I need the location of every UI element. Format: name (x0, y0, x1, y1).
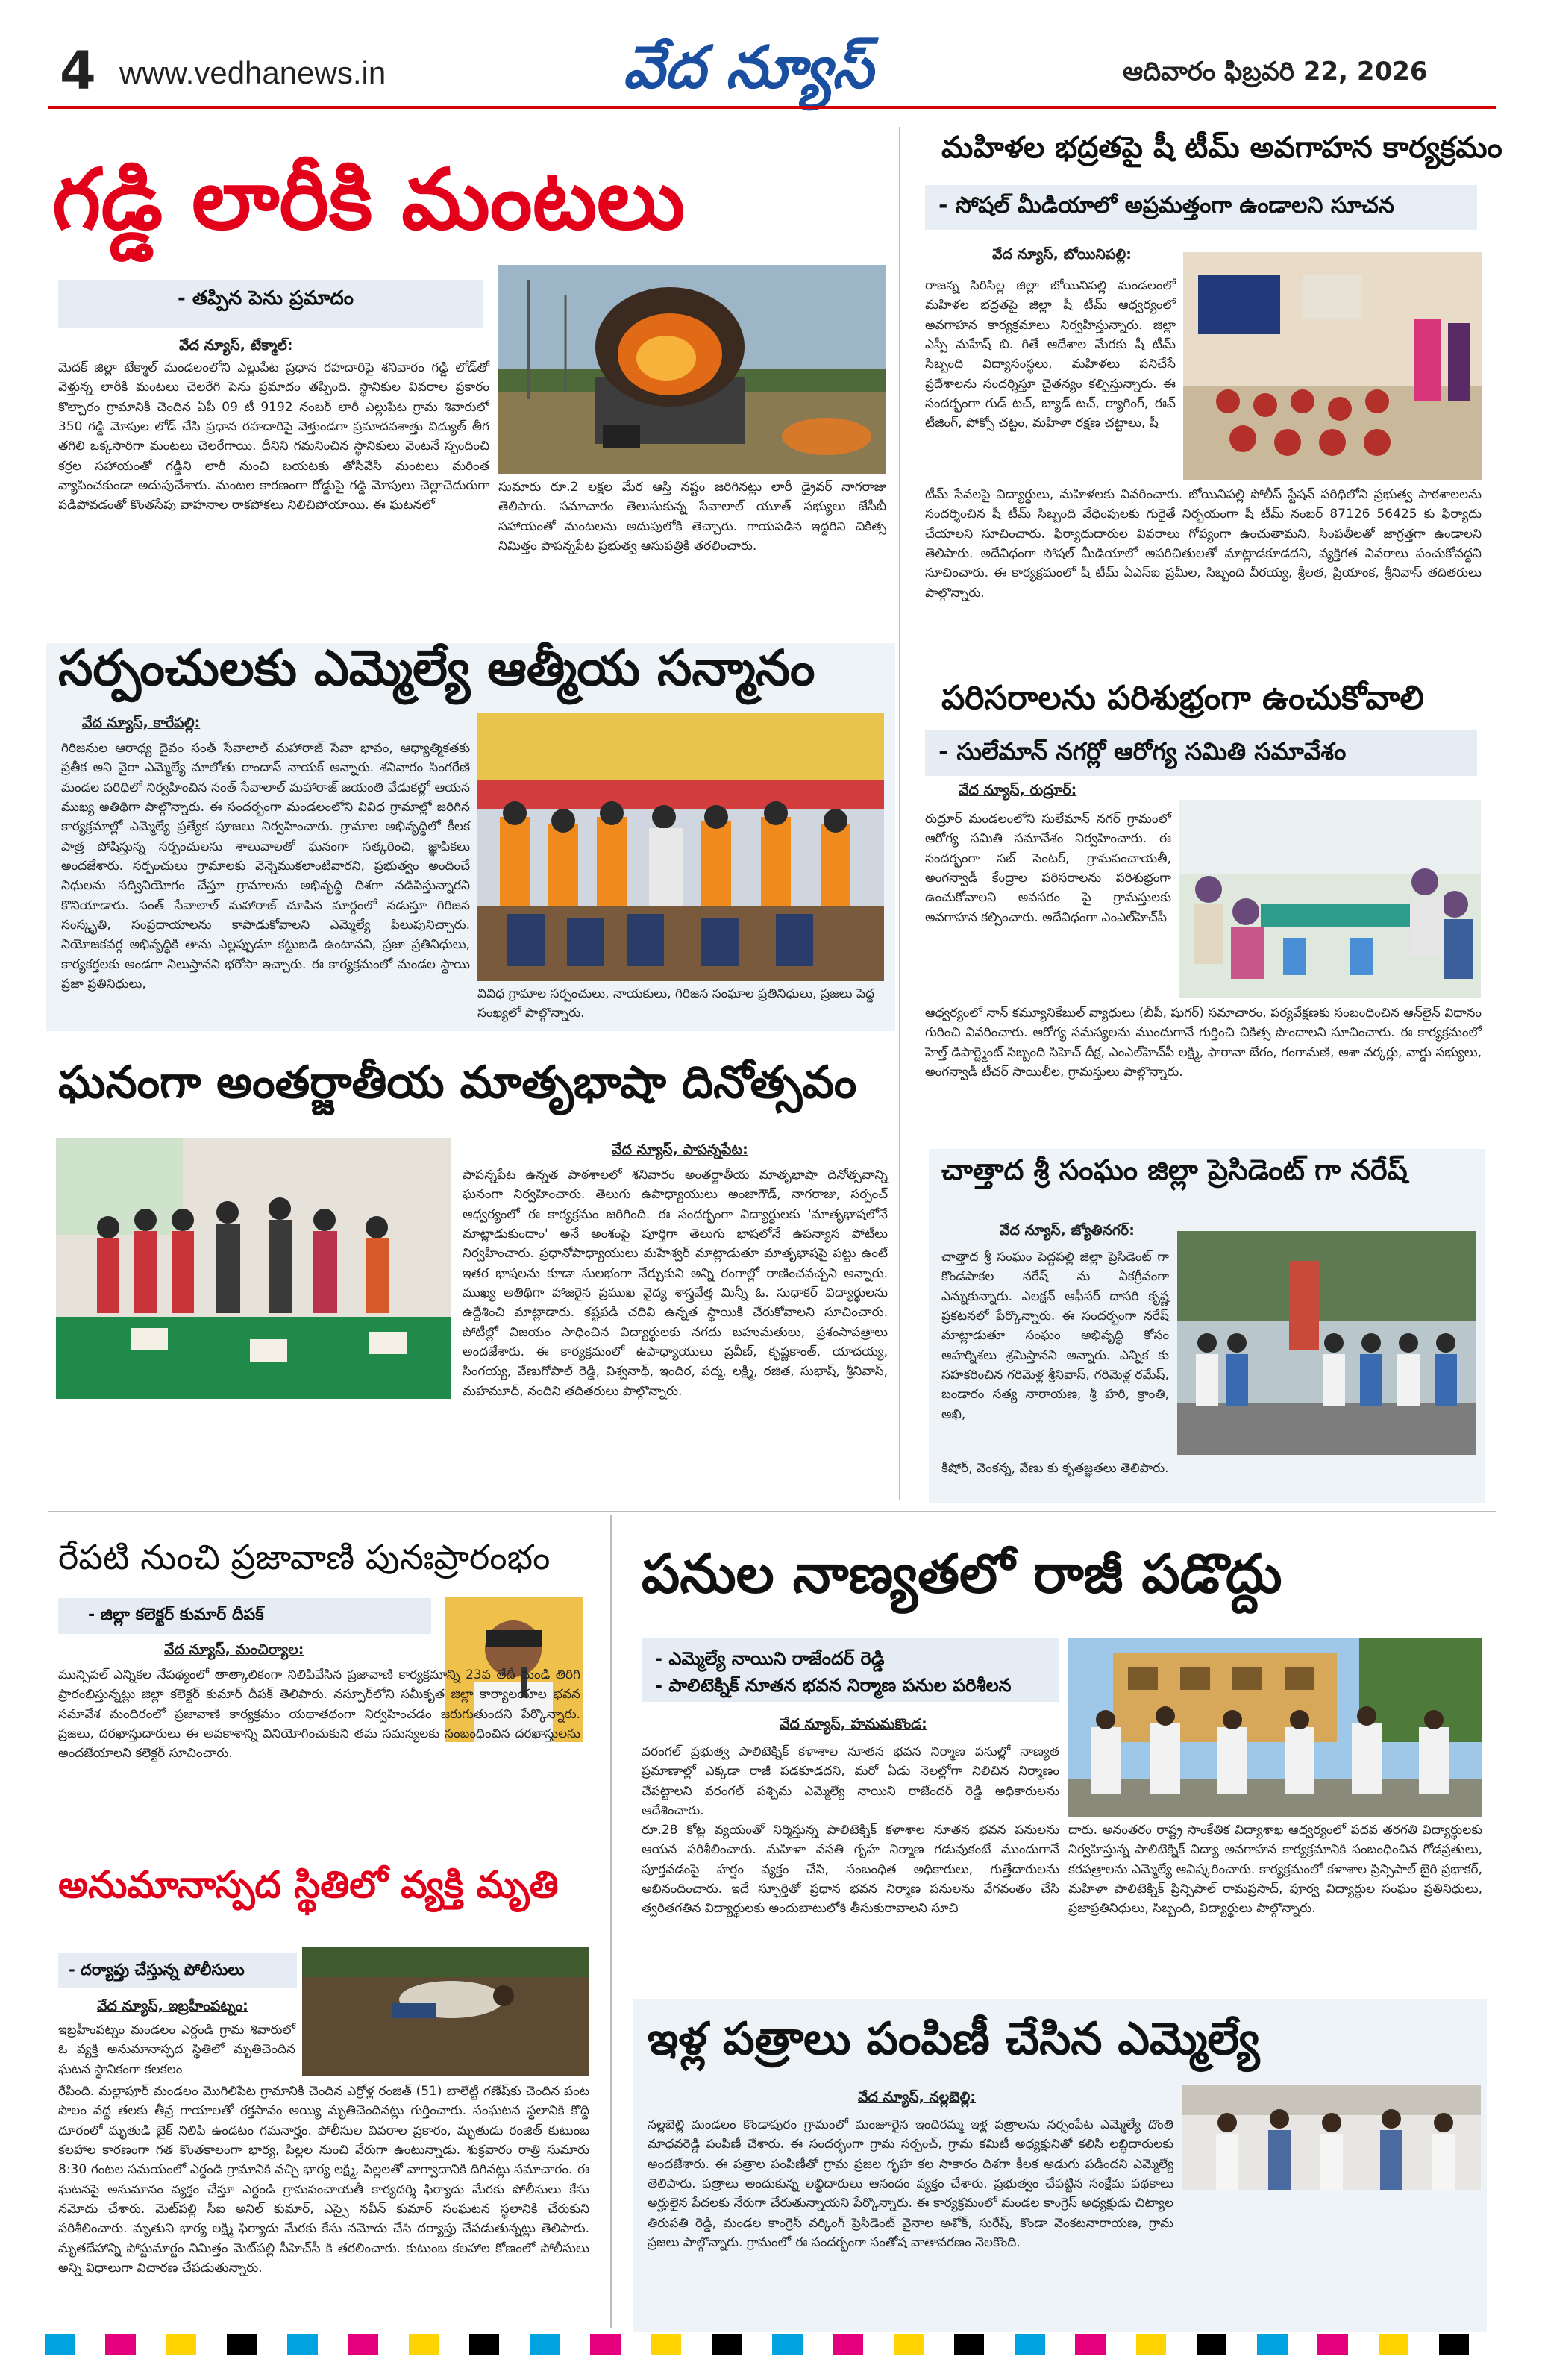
house-pattas-photo (1182, 2085, 1481, 2190)
lorry-dateline: వేద న్యూస్, టేక్మాల్: (179, 337, 293, 354)
house-pattas-dateline: వేద న్యూస్, నల్లబెల్లి: (858, 2089, 977, 2105)
sarpanch-caption: వివిధ గ్రామాల సర్పంచులు, నాయకులు, గిరిజన సంఘాల ప్రతినిధులు, ప్రజలు పెద్ద సంఖ్యలో పాల్గొన్నారు. (477, 986, 875, 1021)
lorry-subhead: - తప్పిన పెను ప్రమాదం (58, 280, 483, 328)
suspicious-death-body: ఇబ్రహీంపట్నం మండలం ఎర్దండి గ్రామ శివారులో ఓ వ్యక్తి అనుమానాస్పద స్థితిలో మృతిచెందిన ఘటన స్థానికంగా కలకలం (58, 2023, 295, 2077)
house-pattas-headline: ఇళ్ల పత్రాలు పంపిణీ చేసిన ఎమ్మెల్యే (648, 2013, 1260, 2065)
sanitation-body-continued: ఆధ్వర్యంలో నాన్ కమ్యూనికేబుల్ వ్యాధులు (బీపీ, షుగర్) సమాచారం, పర్యవేక్షణకు సంబంధించిన ఆన్‌లైన్ విధానం గురించి వివరించారు. ఆరోగ్య సమస్యలను ముందుగానే గుర్తించి చికిత్స పొందాలని సూచించారు. ఈ కార్యక్రమంలో హెల్త్ డిపార్ట్మెంట్ సిబ్బంది సిహెచ్ దీక్ష, ఎంఎల్‌హెచ్‌పీ లక్ష్మి, ఫారానా బేగం, గంగామణి, ఆశా వర్కర్లు, వార్డు సభ్యులు, అంగన్వాడీ టీచర్ సాయిలీల, గ్రామస్తులు పాల్గొన్నారు. (925, 1006, 1482, 1080)
work-quality-subhead-2: - పాలిటెక్నిక్ నూతన భవన నిర్మాణ పనుల పరిశీలన (655, 1675, 1012, 1696)
mother-tongue-photo (56, 1138, 451, 1399)
suspicious-death-dateline: వేద న్యూస్, ఇబ్రహీంపట్నం: (97, 1998, 248, 2014)
she-team-photo (1183, 252, 1482, 480)
suspicious-death-subhead: - దర్యాప్తు చేస్తున్న పోలీసులు (58, 1953, 297, 1988)
she-team-body-continued: టీమ్ సేవలపై విద్యార్థులు, మహిళలకు వివరించారు. బోయినిపల్లి పోలీస్ స్టేషన్ పరిధిలోని ప్రభుత్వ పాఠశాలలను సందర్శించిన షీ టీమ్ సిబ్బంది వేధింపులకు గురైతే నిర్భయంగా షీ టీమ్ నంబర్ 87126 56425 కు ఫిర్యాదు చేయాలని సూచించారు. ఫిర్యాదుదారుల వివరాలు గోప్యంగా ఉంచుతామని, సింపతీలతో జాగ్రత్తగా ఉండాలని తెలిపారు. అదేవిధంగా సోషల్ మీడియాలో అపరిచితులతో మాట్లాడకూడదని, వ్యక్తిగత వివరాలు పంచుకోవద్దని సూచించారు. ఈ కార్యక్రమంలో షీ టీమ్ ఏఎస్ఐ ప్రమీల, సిబ్బంది వీరయ్య, శ్రీలత, ప్రియాంక, శ్రీనివాస్ తదితరులు పాల్గొన్నారు. (925, 487, 1482, 601)
column-divider (899, 127, 900, 1500)
she-team-body: రాజన్న సిరిసిల్ల జిల్లా బోయినిపల్లి మండలంలో మహిళల భద్రతపై జిల్లా షీ టీమ్ ఆధ్వర్యంలో అవగాహన కార్యక్రమాలు నిర్వహిస్తున్నారు. జిల్లా ఎస్పీ మహేష్ బి. గితే ఆదేశాల మేరకు షీ టీమ్ సిబ్బంది విద్యాసంస్థలు, మహిళలు పనిచేసే ప్రదేశాలను సందర్శిస్తూ చైతన్యం కల్పిస్తున్నారు. ఈ సందర్భంగా గుడ్ టచ్, బ్యాడ్ టచ్, ర్యాగింగ్, ఈవ్ టీజింగ్, పోక్సో చట్టం, మహిళా రక్షణ చట్టాలు, షీ (925, 278, 1176, 431)
work-quality-body-continued: రూ.28 కోట్ల వ్యయంతో నిర్మిస్తున్న పాలిటెక్నిక్ కళాశాల నూతన భవన పనులను ఆయన పరిశీలించారు. మహిళా వసతి గృహ నిర్మాణ గడువుకంటే ముందుగానే పూర్తవడంపై హర్షం వ్యక్తం చేసి, సంబంధిత అధికారులు, గుత్తేదారులను అభినందించారు. ఇదే స్ఫూర్తితో ప్రధాన భవన నిర్మాణ పనులను వేగవంతం చేసి త్వరితగతిన విద్యార్థులకు అందుబాటులోకి తీసుకురావాలని సూచి (642, 1823, 1059, 1917)
lorry-fire-photo (498, 265, 886, 474)
lorry-body-continued: సుమారు రూ.2 లక్షల మేర ఆస్తి నష్టం జరిగినట్లు లారీ డ్రైవర్ నాగరాజు తెలిపారు. సమాచారం తెలుసుకున్న సేవాలాల్ యూత్ సభ్యులు జేసీబీ సహాయంతో మంటలను అదుపులోకి తెచ్చారు. గాయపడిన ఇద్దరిని చికిత్స నిమిత్తం పాపన్నపేట ప్రభుత్వ ఆసుపత్రికి తరలించారు. (498, 480, 886, 554)
work-quality-headline: పనుల నాణ్యతలో రాజీ పడొద్దు (642, 1542, 1282, 1605)
chattada-body-continued: కిషోర్, వెంకన్న, వేణు కు కృతజ్ఞతలు తెలిపారు. (941, 1461, 1169, 1476)
sarpanch-headline: సర్పంచులకు ఎమ్మెల్యే ఆత్మీయ సన్మానం (58, 639, 815, 697)
lorry-headline: గడ్డి లారీకి మంటలు (52, 151, 686, 248)
polytechnic-site-photo (1068, 1638, 1482, 1817)
sarpanch-body: గిరిజనుల ఆరాధ్య దైవం సంత్ సేవాలాల్ మహారాజ్ సేవా భావం, ఆధ్యాత్మికతకు ప్రతీక అని వైరా ఎమ్మెల్యే మాలోతు రాందాస్ నాయక్ అన్నారు. శనివారం సింగరేణి మండల పరిధిలో నిర్వహించిన సంత్ సేవాలాల్ మహారాజ్ జయంతి వేడుకల్లో ఆయన ముఖ్య అతిథిగా పాల్గొన్నారు. ఈ సందర్భంగా మండలంలోని వివిధ గ్రామాల్లో జరిగిన కార్యక్రమాల్లో ఎమ్మెల్యే ప్రత్యేక పూజలు నిర్వహించారు. గ్రామాల అభివృద్ధిలో కీలక పాత్ర పోషిస్తున్న సర్పంచులను శాలువాలతో ఘనంగా సత్కరించి, జ్ఞాపికలు అందజేశారు. సర్పంచులు గ్రామాలకు వెన్నెముకలాంటివారని, ప్రభుత్వం అందించే నిధులను సద్వినియోగం చేస్తూ గ్రామాలను అభివృద్ధి దిశగా నడిపిస్తున్నారని కొనియాడారు. సంత్ సేవాలాల్ మహారాజ్ చూపిన మార్గంలో నడుస్తూ గిరిజన సంస్కృతి, సంప్రదాయాలను కాపాడుకోవాలని ఎమ్మెల్యే పిలుపునిచ్చారు. నియోజకవర్గ అభివృద్ధికి తాను ఎల్లప్పుడూ కట్టుబడి ఉంటానని, ప్రజా ప్రతినిధులు, కార్యకర్తలకు అండగా నిలుస్తానని భరోసా ఇచ్చారు. ఈ కార్యక్రమంలో మండల స్థాయి ప్రజా ప్రతినిధులు, (61, 741, 470, 992)
work-quality-dateline: వేద న్యూస్, హనుమకొండ: (780, 1716, 927, 1732)
sarpanch-dateline: వేద న్యూస్, కారేపల్లి: (82, 715, 201, 731)
house-pattas-body: నల్లబెల్లి మండలం కొండాపురం గ్రామంలో మంజూరైన ఇందిరమ్మ ఇళ్ల పత్రాలను నర్సంపేట ఎమ్మెల్యే దొంతి మాధవరెడ్డి పంపిణీ చేశారు. ఈ సందర్భంగా గ్రామ సర్పంచ్, గ్రామ కమిటీ అధ్యక్షునితో కలిసి లబ్ధిదారులకు అందజేశారు. ఈ పత్రాల పంపిణీతో గ్రామ ప్రజల గృహ కల సాకారం దిశగా కీలక అడుగు పడిందని ఎమ్మెల్యే తెలిపారు. పత్రాలు అందుకున్న లబ్ధిదారులు ఆనందం వ్యక్తం చేశారు. ప్రభుత్వం చేపట్టిన సంక్షేమ పథకాలు అర్హులైన పేదలకు నేరుగా చేరుతున్నాయని పేర్కొన్నారు. ఈ కార్యక్రమంలో మండల కాంగ్రెస్ అధ్యక్షుడు చిట్యాల తిరుపతి రెడ్డి, మండల కాంగ్రెస్ వర్కింగ్ ప్రెసిడెంట్ వైనాల అశోక్, సురేష్, కొండా వెంకటనారాయణ, గ్రామ ప్రజలు పాల్గొన్నారు. గ్రామంలో ఈ సందర్భంగా సంతోష వాతావరణం నెలకొంది. (648, 2117, 1173, 2251)
prajavani-headline: రేపటి నుంచి ప్రజావాణి పునఃప్రారంభం (58, 1537, 551, 1577)
print-registration-bar (45, 2334, 1499, 2355)
sanitation-body: రుద్రూర్ మండలంలోని సులేమాన్ నగర్ గ్రామంలో ఆరోగ్య సమితి సమావేశం నిర్వహించారు. ఈ సందర్భంగా సబ్ సెంటర్, గ్రామపంచాయతీ, అంగన్వాడీ కేంద్రాల పరిసరాలను పరిశుభ్రంగా ఉంచుకోవాలని అవసరం పై గ్రామస్తులకు అవగాహన కల్పించారు. అదేవిధంగా ఎంఎల్‌హెచ్‌పీ (925, 812, 1171, 925)
prajavani-subhead: - జిల్లా కలెక్టర్ కుమార్ దీపక్ (58, 1598, 431, 1634)
lorry-body: మెదక్ జిల్లా టేక్మాల్ మండలంలోని ఎల్లుపేట ప్రధాన రహదారిపై శనివారం గడ్డి లోడ్‌తో వెళ్తున్న లారీకి మంటలు చెలరేగి పెను ప్రమాదం తప్పింది. స్థానికుల వివరాల ప్రకారం కొల్చారం గ్రామానికి చెందిన ఏపీ 09 టీ 9192 నంబర్ లారీ ఎల్లుపేట గ్రామ శివారులో 350 గడ్డి మోపుల లోడ్ చేసి ప్రధాన రహదారిపై వెళ్తుండగా ప్రమాదవశాత్తు విద్యుత్ తీగ తగిలి ఒక్కసారిగా మంటలు చెలరేగాయి. దీనిని గమనించిన స్థానికులు వెంటనే స్పందించి కర్రల సహాయంతో గడ్డిని లారీ నుంచి బయటకు తోసివేసి మంటలు మరింత వ్యాపించకుండా అదుపుచేశారు. మంటల కారణంగా రోడ్డుపై గడ్డి మోపులు చెల్లాచెదురుగా పడిపోవడంతో కొంతసేపు వాహనాల రాకపోకలు నిలిచిపోయాయి. ఈ ఘటనలో (58, 360, 489, 513)
work-quality-subheads (642, 1638, 1059, 1702)
sanitation-headline: పరిసరాలను పరిశుభ్రంగా ఉంచుకోవాలి (941, 679, 1424, 717)
newspaper-logo: వేద న్యూస్ (623, 34, 874, 101)
mother-tongue-dateline: వేద న్యూస్, పాపన్నపేట: (612, 1142, 748, 1158)
column-divider (610, 1515, 612, 2328)
prajavani-dateline: వేద న్యూస్, మంచిర్యాల: (164, 1641, 304, 1658)
she-team-subhead: - సోషల్ మీడియాలో అప్రమత్తంగా ఉండాలని సూచన (925, 185, 1477, 230)
sarpanch-group-photo (477, 713, 884, 981)
issue-date: ఆదివారం ఫిబ్రవరి 22, 2026 (1123, 57, 1428, 87)
work-quality-subhead-1: - ఎమ్మెల్యే నాయిని రాజేందర్ రెడ్డి (655, 1648, 885, 1669)
mother-tongue-body: పాపన్నపేట ఉన్నత పాఠశాలలో శనివారం అంతర్జాతీయ మాతృభాషా దినోత్సవాన్ని ఘనంగా నిర్వహించారు. తెలుగు ఉపాధ్యాయులు అంజాగౌడ్, నాగరాజు, సర్పంచ్ ఆధ్వర్యంలో ఈ కార్యక్రమం జరిగింది. ఈ సందర్భంగా విద్యార్థులకు 'మాతృభాషలోనే మాట్లాడుకుందాం' అనే అంశంపై పూర్తిగా తెలుగు భాషలోనే ఉపన్యాస పోటీలు నిర్వహించారు. ప్రధానోపాధ్యాయులు మహేశ్వర్ మాట్లాడుతూ మాతృభాషపై పట్టు ఉంటే ఇతర భాషలను కూడా సులభంగా నేర్చుకుని అన్ని రంగాల్లో రాణించవచ్చని అన్నారు. ముఖ్య అతిథిగా హాజరైన ప్రముఖ వైద్య శాస్త్రవేత్త మిన్నీ ఓ. సుధాకర్ విద్యార్థులను ఉద్దేశించి మాట్లాడారు. కష్టపడి చదివి ఉన్నత స్థాయికి చేరుకోవాలని సూచించారు. పోటీల్లో విజయం సాధించిన విద్యార్థులకు నగదు బహుమతులు, ప్రశంసాపత్రాలు అందజేశారు. ఈ కార్యక్రమంలో ఉపాధ్యాయులు ప్రవీణ్, కృష్ణకాంత్, యాదయ్య, సింగయ్య, వేణుగోపాల్ రెడ్డి, విశ్వనాథ్, ఇందిర, పద్మ, లక్ష్మి, రజిత, సుభాష్, శ్రీనివాస్, మహమూద్, నందిని తదితరులు పాల్గొన్నారు. (463, 1168, 888, 1399)
chattada-headline: చాత్తాద శ్రీ సంఘం జిల్లా ప్రెసిడెంట్ గా నరేష్ (941, 1153, 1408, 1186)
sanitation-subhead: - సులేమాన్ నగర్లో ఆరోగ్య సమితి సమావేశం (925, 730, 1477, 776)
prajavani-body: మున్సిపల్ ఎన్నికల నేపథ్యంలో తాత్కాలికంగా నిలిపివేసిన ప్రజావాణి కార్యక్రమాన్ని 23వ తేదీ నుండి తిరిగి ప్రారంభిస్తున్నట్లు జిల్లా కలెక్టర్ కుమార్ దీపక్ తెలిపారు. నస్పూర్‌లోని సమీకృత జిల్లా కార్యాలయాల భవన సమావేశ మందిరంలో ప్రజావాణి కార్యక్రమం యథాతథంగా నిర్వహించడం జరుగుతుందని పేర్కొన్నారు. ప్రజలు, దరఖాస్తుదారులు ఈ అవకాశాన్ని వినియోగించుకుని తమ సమస్యలకు సంబంధించిన దరఖాస్తులను అందజేయాలని కలెక్టర్ సూచించారు. (58, 1667, 580, 1761)
sanitation-meeting-photo (1179, 800, 1481, 998)
she-team-headline: మహిళల భద్రతపై షీ టీమ్ అవగాహన కార్యక్రమం (941, 131, 1502, 165)
she-team-dateline: వేద న్యూస్, బోయినిపల్లి: (992, 246, 1132, 263)
masthead-rule (48, 106, 1496, 109)
death-scene-photo (302, 1947, 589, 2076)
page-number: 4 (60, 40, 96, 101)
mother-tongue-headline: ఘనంగా అంతర్జాతీయ మాతృభాషా దినోత్సవం (58, 1056, 857, 1109)
sanitation-dateline: వేద న్యూస్, రుద్రూర్: (959, 782, 1077, 798)
work-quality-body-right: దారు. అనంతరం రాష్ట్ర సాంకేతిక విద్యాశాఖ ఆధ్వర్యంలో పదవ తరగతి విద్యార్థులకు నిర్వహిస్తున్న పాలిటెక్నిక్ విద్యా అవగాహన కార్యక్రమానికి సంబంధించిన గోడప్రతులు, కరపత్రాలను ఎమ్మెల్యే ఆవిష్కరించారు. కార్యక్రమంలో కళాశాల ప్రిన్సిపాల్ బైరి ప్రభాకర్, మహిళా పాలిటెక్నిక్ ప్రిన్సిపాల్ రామప్రసాద్, పూర్వ విద్యార్థుల సంఘం ప్రతినిధులు, ప్రజాప్రతినిధులు, సిబ్బంది, విద్యార్థులు పాల్గొన్నారు. (1068, 1823, 1482, 1917)
website-url[interactable]: www.vedhanews.in (119, 55, 386, 90)
suspicious-death-body-continued: రేపింది. మల్లాపూర్ మండలం మొగిలిపేట గ్రామానికి చెందిన ఎర్రోళ్ల రంజిత్ (51) బాలేట్టి గణేష్‌కు చెందిన పంట పొలం వద్ద తలకు తీవ్ర గాయాలతో రక్తసావం అయ్యి మృతిచెందినట్లు గుర్తించారు. సంఘటన స్థలానికి కొద్ది దూరంలో మృతుడి బైక్ నిలిపి ఉండటం గమనార్హం. పోలీసుల వివరాల ప్రకారం, మృతుడు రంజిత్ కుటుంబ కలహాల కారణంగా గత కొంతకాలంగా భార్య, పిల్లల నుంచి వేరుగా ఉంటున్నాడు. శుక్రవారం రాత్రి సుమారు 8:30 గంటల సమయంలో ఎర్దండి గ్రామానికి వచ్చి భార్య లక్ష్మి, పిల్లలతో వాగ్వాదానికి దిగినట్లు సమాచారం. ఈ ఘటనపై అనుమానం వ్యక్తం చేస్తూ ఎర్దండి గ్రామపంచాయతీ కార్యదర్శి ఫిర్యాదు మేరకు పోలీసులు కేసు నమోదు చేశారు. మెట్‌పల్లి సీఐ అనిల్ కుమార్, ఎస్సై నవీన్ కుమార్ సంఘటన స్థలానికి చేరుకుని పరిశీలించారు. మృతుని భార్య లక్ష్మి ఫిర్యాదు మేరకు కేసు నమోదు చేసి దర్యాప్తు చేపడుతున్నట్లు తెలిపారు. మృతదేహాన్ని పోస్టుమార్టం నిమిత్తం మెట్‌పల్లి సీహెచ్‌సీ కి తరలించారు. కుటుంబ కలహాల కోణంలో పోలీసులు అన్ని విధాలుగా విచారణ చేపడుతున్నారు. (58, 2084, 589, 2276)
section-divider (48, 1511, 1496, 1512)
chattada-photo (1177, 1231, 1476, 1455)
chattada-dateline: వేద న్యూస్, జ్యోతినగర్: (1000, 1222, 1135, 1238)
masthead (0, 0, 1542, 112)
suspicious-death-headline: అనుమానాస్పద స్థితిలో వ్యక్తి మృతి (58, 1863, 559, 1906)
chattada-body: చాత్తాద శ్రీ సంఘం పెద్దపల్లి జిల్లా ప్రెసిడెంట్ గా కొండపాకల నరేష్ ను ఏకగ్రీవంగా ఎన్నుకున్నారు. ఎలక్షన్ ఆఫీసర్ దాసరి కృష్ణ ప్రకటనలో పేర్కొన్నారు. ఈ సందర్భంగా నరేష్ మాట్లాడుతూ సంఘం అభివృద్ధి కోసం ఆహర్నిశలు శ్రమిస్తానని అన్నారు. ఎన్నిక కు సహకరించిన గరిమెళ్ల శ్రీనివాస్, గరిమెళ్ల రమేష్, బండారం సత్య నారాయణ, శ్రీ హరి, క్రాంతి, అఖి, (941, 1250, 1169, 1422)
work-quality-body: వరంగల్ ప్రభుత్వ పాలిటెక్నిక్ కళాశాల నూతన భవన నిర్మాణ పనుల్లో నాణ్యత ప్రమాణాల్లో ఎక్కడా రాజీ పడకూడదని, మరో ఏడు నెలల్లోగా నిలిచిన నిర్మాణం చేపట్టాలని వరంగల్ పశ్చిమ ఎమ్మెల్యే నాయిని రాజేందర్ రెడ్డి అధికారులను ఆదేశించారు. (642, 1744, 1059, 1819)
